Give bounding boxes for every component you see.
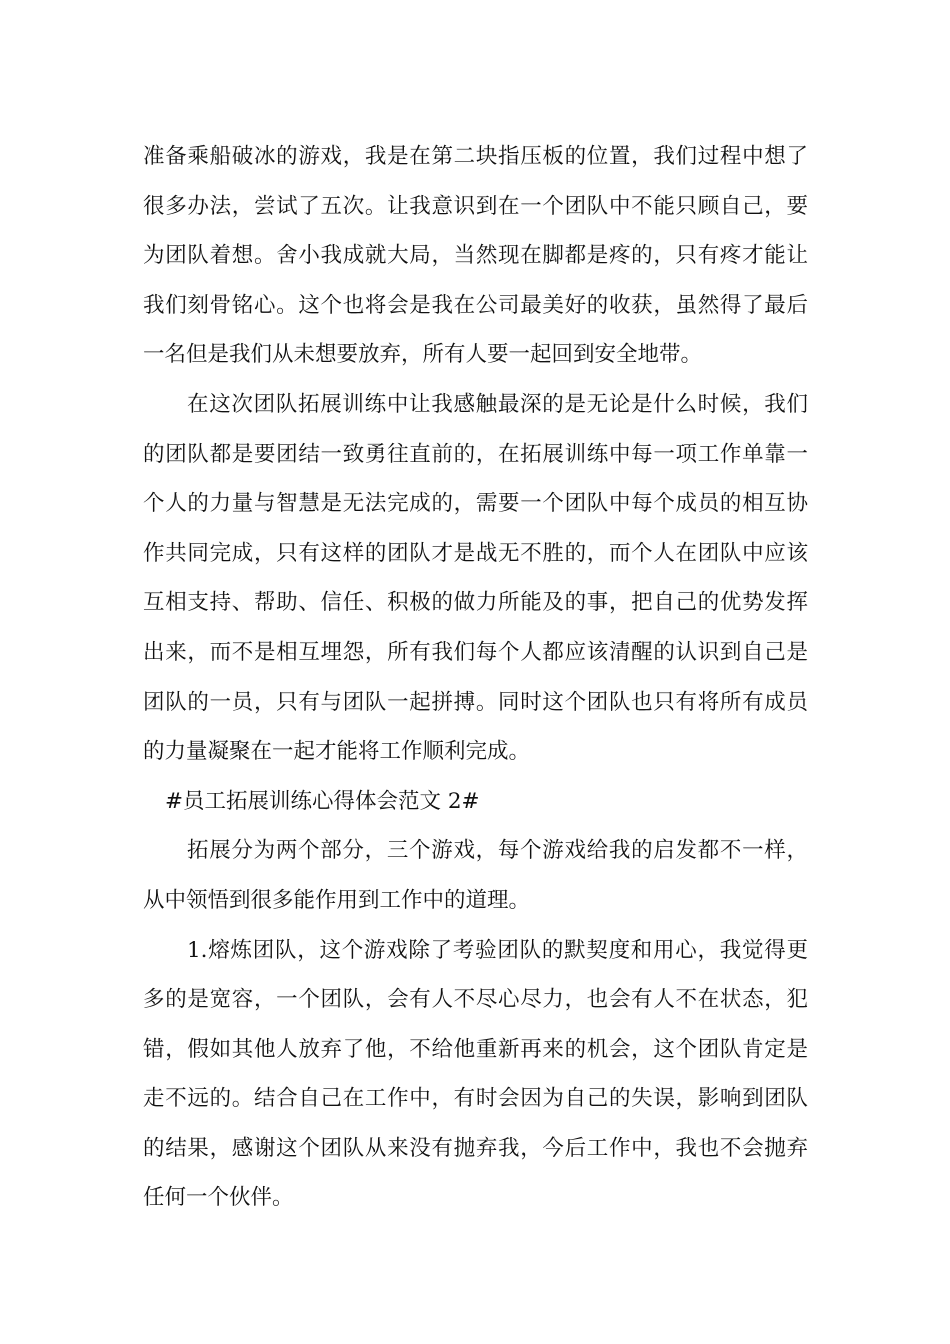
paragraph-intro: 拓展分为两个部分，三个游戏，每个游戏给我的启发都不一样，从中领悟到很多能作用到工作中的道理。	[143, 838, 808, 913]
paragraph-team-reflection: 在这次团队拓展训练中让我感触最深的是无论是什么时候，我们的团队都是要团结一致勇往直前的，在拓展训练中每一项工作单靠一个人的力量与智慧是无法完成的，需要一个团队中每个成员的相互协作共同完成，只有这样的团队才是战无不胜的，而个人在团队中应该互相支持、帮助、信任、积极的做力所能及的事，把自己的优势发挥出来，而不是相互埋怨，所有我们每个人都应该清醒的认识到自己是团队的一员，只有与团队一起拼搏。同时这个团队也只有将所有成员的力量凝聚在一起才能将工作顺利完成。	[143, 391, 808, 765]
section-heading: #员工拓展训练心得体会范文 2#	[165, 788, 480, 814]
paragraph-item-1: 1.熔炼团队，这个游戏除了考验团队的默契度和用心，我觉得更多的是宽容，一个团队，会有人不尽心尽力，也会有人不在状态，犯错，假如其他人放弃了他，不给他重新再来的机会，这个团队肯定是走不远的。结合自己在工作中，有时会因为自己的失误，影响到团队的结果，感谢这个团队从来没有抛弃我，今后工作中，我也不会抛弃任何一个伙伴。	[143, 937, 808, 1211]
paragraph-continued: 准备乘船破冰的游戏，我是在第二块指压板的位置，我们过程中想了很多办法，尝试了五次。让我意识到在一个团队中不能只顾自己，要为团队着想。舍小我成就大局，当然现在脚都是疼的，只有疼才能让我们刻骨铭心。这个也将会是我在公司最美好的收获，虽然得了最后一名但是我们从未想要放弃，所有人要一起回到安全地带。	[143, 144, 808, 368]
document-body	[143, 132, 808, 1223]
